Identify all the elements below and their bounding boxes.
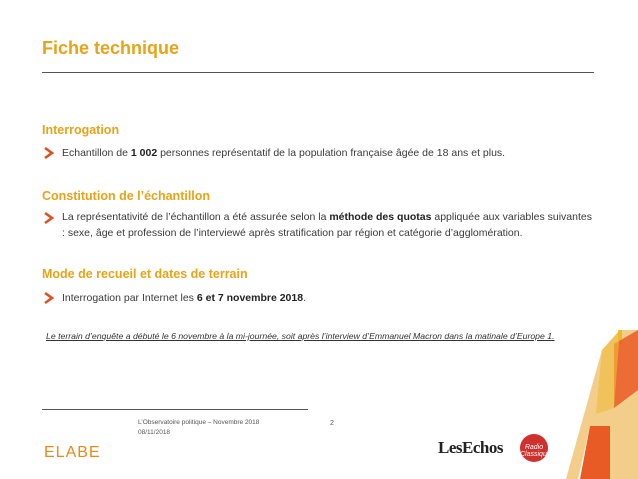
- chevron-right-icon: [42, 211, 56, 225]
- les-echos-logo: LesEchos: [438, 438, 503, 457]
- section-heading-mode-recueil: Mode de recueil et dates de terrain: [42, 267, 248, 281]
- radio-classique-logo: Radio Classique: [520, 434, 548, 462]
- elabe-a-logo-icon: [566, 330, 638, 479]
- chevron-right-icon: [42, 291, 56, 305]
- svg-text:ELABE: ELABE: [44, 444, 101, 459]
- footer-divider: [42, 409, 308, 410]
- section-text-interrogation: Echantillon de 1 002 personnes représentatif de la population française âgée de 18 ans et plus.: [62, 147, 506, 159]
- section-text-mode-recueil: Interrogation par Internet les 6 et 7 novembre 2018.: [62, 292, 306, 304]
- section-heading-constitution: Constitution de l’échantillon: [42, 189, 211, 203]
- footer-observatoire: L’Observatoire politique – Novembre 2018: [138, 419, 260, 426]
- page-number: 2: [330, 420, 334, 427]
- chevron-right-icon: [42, 146, 56, 160]
- field-note: Le terrain d’enquête a débuté le 6 novembre à la mi-journée, soit après l’interview d’Emmanuel Macron dans la matinale d’Europe 1.: [46, 331, 555, 341]
- title-divider: [42, 72, 594, 73]
- page-title: Fiche technique: [42, 38, 180, 58]
- section-heading-interrogation: Interrogation: [42, 123, 120, 137]
- footer-date: 08/11/2018: [138, 429, 171, 436]
- elabe-logo: [44, 443, 102, 459]
- section-text-constitution: La représentativité de l’échantillon a été assurée selon la méthode des quotas appliquée aux variables suivantes : sexe, âge et profession de l’interviewé après stratification par région et catégorie d’agglomération.: [62, 211, 592, 239]
